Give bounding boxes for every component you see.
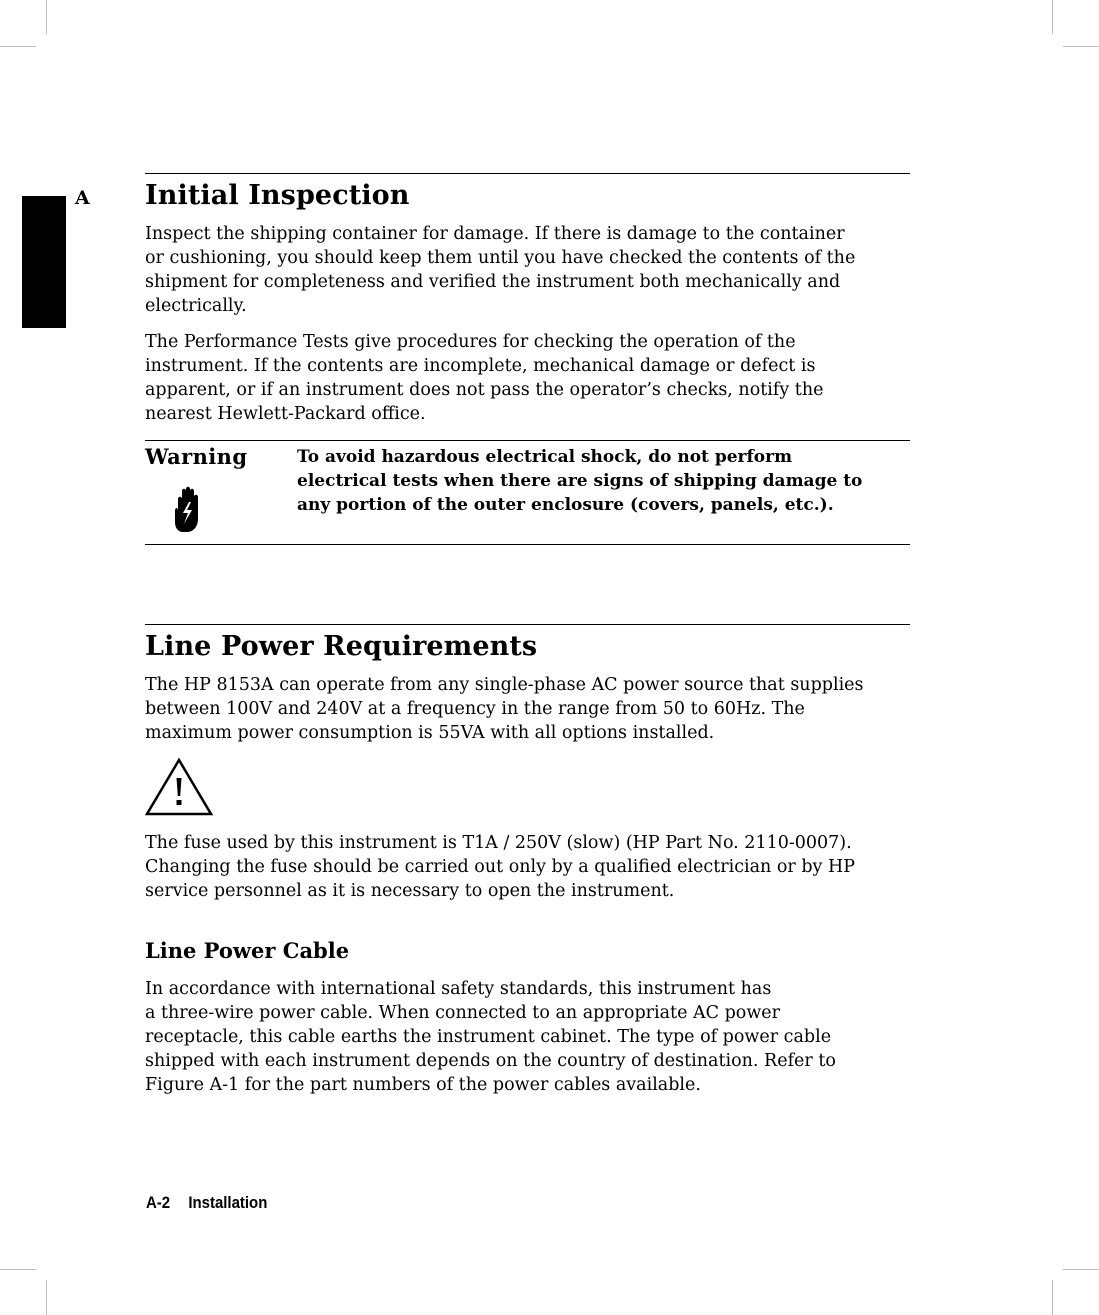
chapter-tab-letter: A (75, 187, 90, 209)
crop-mark (1063, 46, 1099, 47)
crop-mark (1052, 0, 1053, 34)
crop-mark (0, 1269, 36, 1270)
section-rule (145, 624, 910, 625)
crop-mark (46, 0, 47, 34)
page-number: A-2 (146, 1193, 171, 1212)
inspection-paragraph-1: Inspect the shipping container for damage. If there is damage to the container or cushioning, you should keep them until you have checked the contents of the shipment for completeness and verified the instrument both mechanically and electrically. (145, 224, 856, 316)
section-rule (145, 173, 910, 174)
inspection-paragraph-2: The Performance Tests give procedures for checking the operation of the instrument. If the contents are incomplete, mechanical damage or defect is apparent, or if an instrument does not pass the operator’s checks, notify the nearest Hewlett-Packard office. (145, 332, 824, 424)
crop-mark (0, 46, 36, 47)
crop-mark (1063, 1269, 1099, 1270)
warning-top-rule (145, 440, 910, 441)
chapter-tab-bar (22, 196, 66, 328)
footer-section-title: Installation (188, 1193, 268, 1212)
crop-mark (46, 1280, 47, 1315)
hand-shock-icon (169, 485, 205, 537)
warning-bottom-rule (145, 544, 910, 545)
line-power-paragraph-1: The HP 8153A can operate from any single-phase AC power source that supplies between 100V and 240V at a frequency in the range from 50 to 60Hz. The maximum power consumption is 55VA with all options installed. (145, 675, 864, 743)
fuse-paragraph: The fuse used by this instrument is T1A / 250V (slow) (HP Part No. 2110-0007). Changing the fuse should be carried out only by a qualified electrician or by HP service personnel as it is necessary to open the instrument. (145, 833, 856, 901)
page-footer (146, 1193, 267, 1213)
line-power-heading: Line Power Requirements (145, 631, 538, 662)
line-power-cable-heading: Line Power Cable (145, 938, 350, 963)
caution-triangle-icon (145, 758, 213, 816)
line-power-cable-paragraph: In accordance with international safety standards, this instrument has a three-wire power cable. When connected to an appropriate AC power receptacle, this cable earths the instrument cabinet. The type of power cable shipped with each instrument depends on the country of destination. Refer to Figure A-1 for the part numbers of the power cables available. (145, 979, 836, 1095)
warning-label: Warning (145, 444, 248, 469)
initial-inspection-heading: Initial Inspection (145, 180, 410, 211)
warning-text: To avoid hazardous electrical shock, do not perform electrical tests when there are signs of shipping damage to any portion of the outer enclosure (covers, panels, etc.). (297, 447, 863, 515)
crop-mark (1052, 1280, 1053, 1315)
